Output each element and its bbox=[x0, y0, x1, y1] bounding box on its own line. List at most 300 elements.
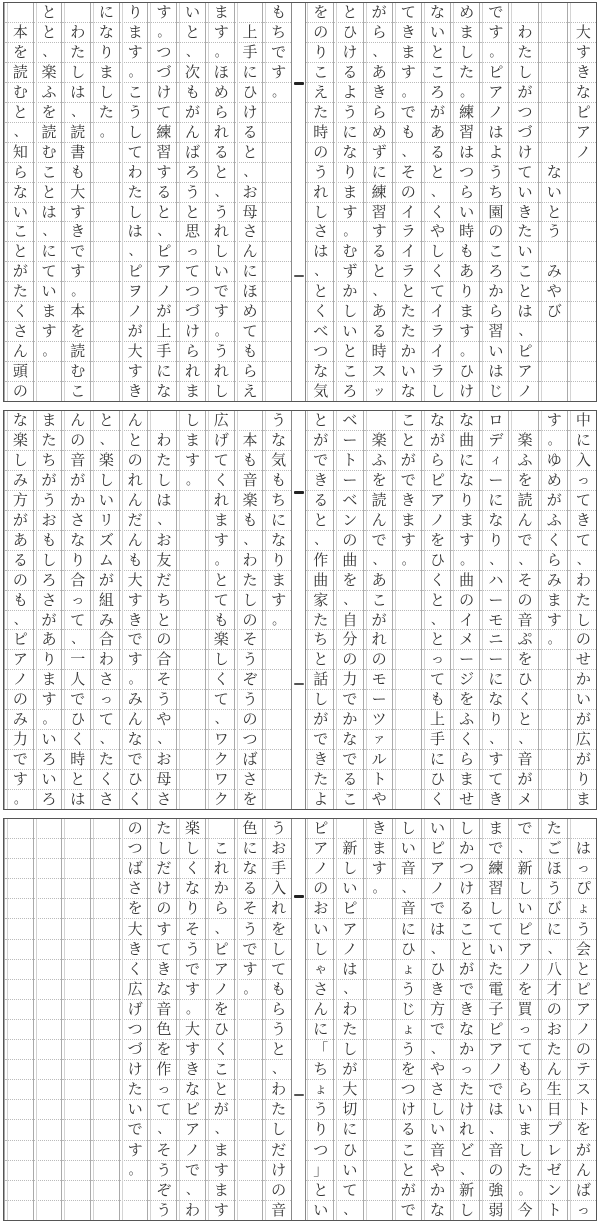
manuscript-cell: も bbox=[62, 163, 90, 183]
manuscript-cell bbox=[177, 690, 205, 710]
manuscript-cell: 。 bbox=[206, 43, 234, 63]
manuscript-cell: て bbox=[206, 690, 234, 710]
manuscript-column bbox=[90, 819, 119, 1220]
manuscript-cell: ピ bbox=[509, 919, 537, 939]
manuscript-column bbox=[147, 819, 176, 1220]
manuscript-cell bbox=[91, 203, 119, 223]
manuscript-cell bbox=[5, 1120, 33, 1140]
manuscript-cell: イ bbox=[393, 242, 421, 262]
manuscript-column bbox=[333, 3, 362, 401]
manuscript-cell: し bbox=[5, 451, 33, 471]
manuscript-cell: ト bbox=[334, 451, 362, 471]
manuscript-cell: 、 bbox=[393, 143, 421, 163]
manuscript-cell: こ bbox=[206, 839, 234, 859]
manuscript-cell: た bbox=[62, 43, 90, 63]
manuscript-cell: る bbox=[148, 183, 176, 203]
manuscript-cell: て bbox=[177, 262, 205, 282]
manuscript-cell: 買 bbox=[509, 1000, 537, 1020]
manuscript-cell: 気 bbox=[313, 382, 329, 401]
manuscript-cell: な bbox=[156, 382, 172, 401]
manuscript-cell: で bbox=[305, 451, 333, 471]
manuscript-cell: て bbox=[480, 919, 508, 939]
manuscript-cell: を bbox=[120, 899, 148, 919]
manuscript-cell: の bbox=[451, 591, 479, 611]
manuscript-cell: た bbox=[235, 571, 263, 591]
manuscript-cell: を bbox=[34, 103, 62, 123]
fold-mark-bottom bbox=[294, 275, 304, 277]
manuscript-cell: ひ bbox=[422, 770, 450, 790]
manuscript-column bbox=[262, 819, 291, 1220]
manuscript-cell bbox=[235, 1000, 263, 1020]
manuscript-cell: 曲 bbox=[451, 571, 479, 591]
manuscript-cell: で bbox=[364, 531, 392, 551]
manuscript-cell: め bbox=[235, 302, 263, 322]
manuscript-cell bbox=[263, 790, 291, 809]
manuscript-cell: 曲 bbox=[334, 551, 362, 571]
manuscript-cell: す bbox=[539, 411, 567, 431]
manuscript-cell: 。 bbox=[451, 551, 479, 571]
manuscript-cell: な bbox=[400, 382, 416, 401]
fold-mark-top bbox=[294, 491, 304, 494]
manuscript-column bbox=[33, 411, 62, 809]
manuscript-cell: す bbox=[213, 1200, 229, 1219]
manuscript-cell: い bbox=[334, 1161, 362, 1181]
manuscript-cell: ノ bbox=[422, 511, 450, 531]
manuscript-cell: の bbox=[235, 710, 263, 730]
manuscript-cell: さ bbox=[5, 322, 33, 342]
manuscript-cell: ノ bbox=[148, 282, 176, 302]
manuscript-cell: の bbox=[235, 611, 263, 631]
manuscript-column bbox=[479, 411, 508, 809]
manuscript-cell: ラ bbox=[422, 362, 450, 382]
manuscript-cell: デ bbox=[480, 431, 508, 451]
manuscript-cell bbox=[34, 1120, 62, 1140]
manuscript-cell: 。 bbox=[364, 879, 392, 899]
manuscript-cell: プ bbox=[539, 1120, 567, 1140]
manuscript-cell bbox=[539, 123, 567, 143]
manuscript-cell: す bbox=[34, 690, 62, 710]
manuscript-cell: あ bbox=[451, 262, 479, 282]
manuscript-cell: に bbox=[34, 242, 62, 262]
manuscript-cell: ん bbox=[177, 123, 205, 143]
manuscript-cell bbox=[91, 262, 119, 282]
manuscript-cell: く bbox=[206, 1040, 234, 1060]
manuscript-cell: い bbox=[334, 322, 362, 342]
manuscript-cell: す bbox=[364, 859, 392, 879]
manuscript-cell bbox=[364, 980, 392, 1000]
manuscript-column bbox=[4, 411, 33, 809]
manuscript-cell: な bbox=[5, 183, 33, 203]
manuscript-cell bbox=[62, 3, 90, 23]
manuscript-cell: な bbox=[539, 163, 567, 183]
manuscript-cell: る bbox=[422, 143, 450, 163]
manuscript-cell: 弱 bbox=[488, 1200, 504, 1219]
manuscript-cell: よ bbox=[334, 83, 362, 103]
manuscript-cell bbox=[177, 591, 205, 611]
manuscript-cell: ー bbox=[451, 650, 479, 670]
manuscript-cell: が bbox=[568, 750, 596, 770]
manuscript-cell: お bbox=[34, 511, 62, 531]
manuscript-cell: 八 bbox=[539, 960, 567, 980]
manuscript-column bbox=[363, 819, 392, 1220]
manuscript-cell: い bbox=[34, 770, 62, 790]
manuscript-cell: ま bbox=[480, 819, 508, 839]
manuscript-cell: ー bbox=[480, 471, 508, 491]
manuscript-cell: 広 bbox=[568, 730, 596, 750]
manuscript-cell: く bbox=[305, 302, 333, 322]
manuscript-column bbox=[234, 3, 263, 401]
manuscript-cell bbox=[34, 919, 62, 939]
manuscript-cell: 、 bbox=[480, 1120, 508, 1140]
manuscript-cell bbox=[34, 362, 62, 382]
manuscript-cell: ず bbox=[334, 262, 362, 282]
manuscript-cell: く bbox=[91, 770, 119, 790]
manuscript-cell: ら bbox=[177, 342, 205, 362]
manuscript-cell: な bbox=[120, 730, 148, 750]
manuscript-cell bbox=[91, 222, 119, 242]
manuscript-cell: の bbox=[62, 431, 90, 451]
manuscript-cell: 、 bbox=[34, 222, 62, 242]
manuscript-cell: け bbox=[148, 83, 176, 103]
manuscript-cell: ろ bbox=[41, 790, 57, 809]
manuscript-cell: す bbox=[177, 980, 205, 1000]
manuscript-cell: て bbox=[393, 3, 421, 23]
band-3-right-half bbox=[304, 819, 596, 1220]
manuscript-cell: う bbox=[263, 411, 291, 431]
manuscript-column bbox=[304, 819, 333, 1220]
manuscript-cell: で bbox=[400, 1200, 416, 1219]
manuscript-cell bbox=[263, 750, 291, 770]
manuscript-cell: め bbox=[451, 3, 479, 23]
manuscript-cell: き bbox=[148, 960, 176, 980]
manuscript-cell: い bbox=[568, 690, 596, 710]
manuscript-cell: こ bbox=[120, 83, 148, 103]
manuscript-cell: た bbox=[568, 591, 596, 611]
manuscript-cell: 生 bbox=[539, 1080, 567, 1100]
manuscript-cell: で bbox=[206, 282, 234, 302]
manuscript-cell: っ bbox=[451, 1060, 479, 1080]
manuscript-cell: ひ bbox=[120, 770, 148, 790]
manuscript-cell bbox=[91, 1060, 119, 1080]
manuscript-cell: ん bbox=[539, 1060, 567, 1080]
manuscript-cell: し bbox=[91, 471, 119, 491]
manuscript-cell: が bbox=[120, 322, 148, 342]
manuscript-cell: わ bbox=[120, 163, 148, 183]
manuscript-cell: な bbox=[91, 23, 119, 43]
manuscript-cell bbox=[34, 1141, 62, 1161]
manuscript-cell: す bbox=[177, 1040, 205, 1060]
manuscript-cell: 音 bbox=[271, 1200, 287, 1219]
manuscript-cell bbox=[263, 710, 291, 730]
manuscript-cell: う bbox=[235, 919, 263, 939]
manuscript-cell: は bbox=[34, 203, 62, 223]
manuscript-cell: こ bbox=[342, 790, 358, 809]
manuscript-cell: し bbox=[451, 43, 479, 63]
manuscript-cell: も bbox=[235, 451, 263, 471]
manuscript-cell: ト bbox=[546, 1200, 562, 1219]
manuscript-cell: ツ bbox=[364, 710, 392, 730]
manuscript-cell: 思 bbox=[177, 222, 205, 242]
manuscript-cell: で bbox=[305, 730, 333, 750]
manuscript-cell bbox=[263, 302, 291, 322]
manuscript-cell: ノ bbox=[334, 940, 362, 960]
manuscript-cell: ク bbox=[213, 790, 229, 809]
manuscript-cell bbox=[5, 899, 33, 919]
manuscript-cell: が bbox=[539, 491, 567, 511]
manuscript-cell: け bbox=[451, 879, 479, 899]
manuscript-cell bbox=[62, 879, 90, 899]
manuscript-cell: 。 bbox=[334, 222, 362, 242]
manuscript-cell: る bbox=[451, 899, 479, 919]
manuscript-cell: の bbox=[568, 630, 596, 650]
manuscript-cell bbox=[62, 899, 90, 919]
manuscript-cell: こ bbox=[451, 919, 479, 939]
manuscript-cell bbox=[177, 491, 205, 511]
manuscript-cell bbox=[539, 83, 567, 103]
manuscript-column bbox=[538, 819, 567, 1220]
band-2-right-half bbox=[304, 411, 596, 809]
manuscript-cell: で bbox=[120, 750, 148, 770]
manuscript-cell: 音 bbox=[393, 859, 421, 879]
manuscript-cell: と bbox=[34, 183, 62, 203]
manuscript-cell: で bbox=[120, 630, 148, 650]
manuscript-cell: ま bbox=[539, 591, 567, 611]
manuscript-cell: で bbox=[334, 750, 362, 770]
manuscript-cell: づ bbox=[148, 63, 176, 83]
manuscript-cell: わ bbox=[568, 571, 596, 591]
manuscript-cell bbox=[263, 630, 291, 650]
manuscript-column bbox=[119, 819, 148, 1220]
manuscript-cell: は bbox=[62, 83, 90, 103]
manuscript-cell: ち bbox=[305, 1060, 333, 1080]
manuscript-cell: 、 bbox=[148, 730, 176, 750]
manuscript-cell: ま bbox=[393, 511, 421, 531]
manuscript-cell: く bbox=[206, 670, 234, 690]
manuscript-cell: さ bbox=[305, 980, 333, 1000]
manuscript-column bbox=[119, 3, 148, 401]
manuscript-cell: か bbox=[62, 491, 90, 511]
manuscript-cell: こ bbox=[305, 63, 333, 83]
manuscript-cell: 。 bbox=[393, 83, 421, 103]
manuscript-cell: つ bbox=[305, 1141, 333, 1161]
manuscript-cell: 曲 bbox=[451, 431, 479, 451]
manuscript-cell: れ bbox=[206, 123, 234, 143]
manuscript-cell: す bbox=[177, 451, 205, 471]
manuscript-cell: な bbox=[263, 531, 291, 551]
manuscript-cell: た bbox=[263, 1100, 291, 1120]
manuscript-cell: め bbox=[206, 83, 234, 103]
manuscript-cell bbox=[539, 730, 567, 750]
manuscript-cell: み bbox=[5, 710, 33, 730]
manuscript-cell: ピ bbox=[305, 819, 333, 839]
manuscript-cell: や bbox=[422, 1060, 450, 1080]
manuscript-cell bbox=[177, 770, 205, 790]
manuscript-cell: 習 bbox=[451, 123, 479, 143]
manuscript-cell: ア bbox=[480, 83, 508, 103]
manuscript-cell: み bbox=[539, 571, 567, 591]
manuscript-cell: 組 bbox=[91, 591, 119, 611]
manuscript-cell: る bbox=[393, 1120, 421, 1140]
manuscript-column bbox=[450, 411, 479, 809]
manuscript-cell: す bbox=[263, 591, 291, 611]
manuscript-cell bbox=[568, 322, 596, 342]
manuscript-cell: ア bbox=[334, 919, 362, 939]
manuscript-cell bbox=[177, 571, 205, 591]
manuscript-cell: も bbox=[34, 531, 62, 551]
manuscript-cell bbox=[568, 342, 596, 362]
manuscript-cell: し bbox=[305, 203, 333, 223]
manuscript-cell: た bbox=[509, 43, 537, 63]
manuscript-cell: い bbox=[206, 262, 234, 282]
manuscript-column bbox=[421, 411, 450, 809]
manuscript-cell: う bbox=[148, 690, 176, 710]
manuscript-cell: ベ bbox=[334, 491, 362, 511]
manuscript-cell bbox=[393, 630, 421, 650]
manuscript-cell: ま bbox=[34, 302, 62, 322]
manuscript-cell bbox=[91, 1040, 119, 1060]
manuscript-cell: す bbox=[568, 43, 596, 63]
manuscript-cell: た bbox=[5, 282, 33, 302]
manuscript-cell: 新 bbox=[451, 1181, 479, 1201]
manuscript-cell: い bbox=[509, 242, 537, 262]
manuscript-cell: を bbox=[568, 1120, 596, 1140]
manuscript-cell: む bbox=[34, 143, 62, 163]
manuscript-cell bbox=[235, 1201, 263, 1220]
manuscript-cell bbox=[235, 1060, 263, 1080]
manuscript-cell bbox=[177, 670, 205, 690]
manuscript-cell: け bbox=[451, 1100, 479, 1120]
manuscript-cell: と bbox=[305, 282, 333, 302]
manuscript-cell bbox=[120, 1201, 148, 1220]
manuscript-cell: ア bbox=[509, 940, 537, 960]
manuscript-cell: と bbox=[305, 1181, 333, 1201]
manuscript-cell: で bbox=[451, 980, 479, 1000]
manuscript-cell: り bbox=[480, 531, 508, 551]
manuscript-column bbox=[90, 3, 119, 401]
manuscript-cell: と bbox=[393, 1161, 421, 1181]
manuscript-cell: す bbox=[206, 1161, 234, 1181]
manuscript-cell: で bbox=[393, 471, 421, 491]
manuscript-cell bbox=[148, 411, 176, 431]
manuscript-cell: と bbox=[5, 103, 33, 123]
center-fold bbox=[291, 411, 306, 809]
manuscript-cell: ノ bbox=[206, 980, 234, 1000]
manuscript-cell bbox=[91, 1000, 119, 1020]
manuscript-cell: に bbox=[334, 123, 362, 143]
fold-mark-top bbox=[294, 82, 304, 85]
manuscript-cell: っ bbox=[422, 650, 450, 670]
manuscript-cell bbox=[539, 710, 567, 730]
manuscript-cell: い bbox=[313, 1200, 329, 1219]
manuscript-cell: 読 bbox=[34, 123, 62, 143]
manuscript-column bbox=[205, 411, 234, 809]
manuscript-cell: う bbox=[206, 342, 234, 362]
manuscript-cell: の bbox=[364, 650, 392, 670]
manuscript-cell: え bbox=[242, 382, 258, 401]
manuscript-cell: く bbox=[127, 790, 143, 809]
manuscript-cell: き bbox=[393, 491, 421, 511]
manuscript-cell: ラ bbox=[393, 262, 421, 282]
manuscript-cell: ニ bbox=[480, 630, 508, 650]
manuscript-cell: み bbox=[539, 262, 567, 282]
manuscript-cell: う bbox=[156, 1200, 172, 1219]
manuscript-cell: と bbox=[120, 431, 148, 451]
manuscript-cell bbox=[177, 750, 205, 770]
manuscript-cell bbox=[364, 1161, 392, 1181]
manuscript-cell: ベ bbox=[334, 411, 362, 431]
manuscript-cell: つ bbox=[235, 730, 263, 750]
manuscript-cell: の bbox=[393, 183, 421, 203]
manuscript-cell: き bbox=[422, 980, 450, 1000]
manuscript-cell: 、 bbox=[364, 551, 392, 571]
manuscript-cell bbox=[364, 411, 392, 431]
manuscript-cell: く bbox=[451, 730, 479, 750]
manuscript-column bbox=[33, 819, 62, 1220]
manuscript-cell: 手 bbox=[263, 859, 291, 879]
manuscript-cell: て bbox=[148, 940, 176, 960]
manuscript-cell: り bbox=[177, 899, 205, 919]
manuscript-cell: 話 bbox=[305, 670, 333, 690]
manuscript-cell: は bbox=[480, 362, 508, 382]
manuscript-cell: た bbox=[91, 103, 119, 123]
manuscript-band-2 bbox=[3, 410, 597, 810]
manuscript-cell: し bbox=[120, 123, 148, 143]
manuscript-cell: 「 bbox=[305, 1040, 333, 1060]
manuscript-cell bbox=[539, 43, 567, 63]
manuscript-cell: 合 bbox=[91, 630, 119, 650]
manuscript-cell bbox=[177, 531, 205, 551]
manuscript-cell: こ bbox=[509, 262, 537, 282]
manuscript-cell: か bbox=[451, 839, 479, 859]
manuscript-cell bbox=[509, 411, 537, 431]
manuscript-cell bbox=[539, 382, 567, 401]
manuscript-cell: そ bbox=[235, 630, 263, 650]
manuscript-cell bbox=[509, 3, 537, 23]
manuscript-cell: の bbox=[334, 531, 362, 551]
manuscript-cell: 、 bbox=[206, 710, 234, 730]
manuscript-cell: 気 bbox=[263, 451, 291, 471]
manuscript-cell: 、 bbox=[334, 591, 362, 611]
manuscript-cell: ふ bbox=[364, 451, 392, 471]
manuscript-cell bbox=[91, 819, 119, 839]
manuscript-cell bbox=[62, 1120, 90, 1140]
manuscript-cell: こ bbox=[5, 222, 33, 242]
manuscript-cell: つ bbox=[393, 1080, 421, 1100]
manuscript-cell: が bbox=[206, 1100, 234, 1120]
manuscript-cell: じ bbox=[488, 382, 504, 401]
manuscript-cell: け bbox=[334, 43, 362, 63]
manuscript-cell: 、 bbox=[422, 183, 450, 203]
manuscript-cell: 時 bbox=[62, 750, 90, 770]
manuscript-cell: 作 bbox=[305, 551, 333, 571]
manuscript-cell: ま bbox=[451, 511, 479, 531]
manuscript-cell bbox=[393, 730, 421, 750]
manuscript-cell: 、 bbox=[5, 611, 33, 631]
manuscript-cell: 入 bbox=[568, 451, 596, 471]
manuscript-cell: 。 bbox=[206, 551, 234, 571]
manuscript-cell: ん bbox=[120, 491, 148, 511]
manuscript-cell: 楽 bbox=[206, 630, 234, 650]
manuscript-cell: の bbox=[509, 591, 537, 611]
manuscript-cell: そ bbox=[148, 670, 176, 690]
manuscript-cell: 練 bbox=[451, 103, 479, 123]
manuscript-cell: た bbox=[509, 1161, 537, 1181]
manuscript-cell: ま bbox=[206, 3, 234, 23]
manuscript-cell bbox=[539, 342, 567, 362]
manuscript-column bbox=[333, 411, 362, 809]
manuscript-cell: ゃ bbox=[305, 960, 333, 980]
manuscript-cell: つ bbox=[148, 43, 176, 63]
